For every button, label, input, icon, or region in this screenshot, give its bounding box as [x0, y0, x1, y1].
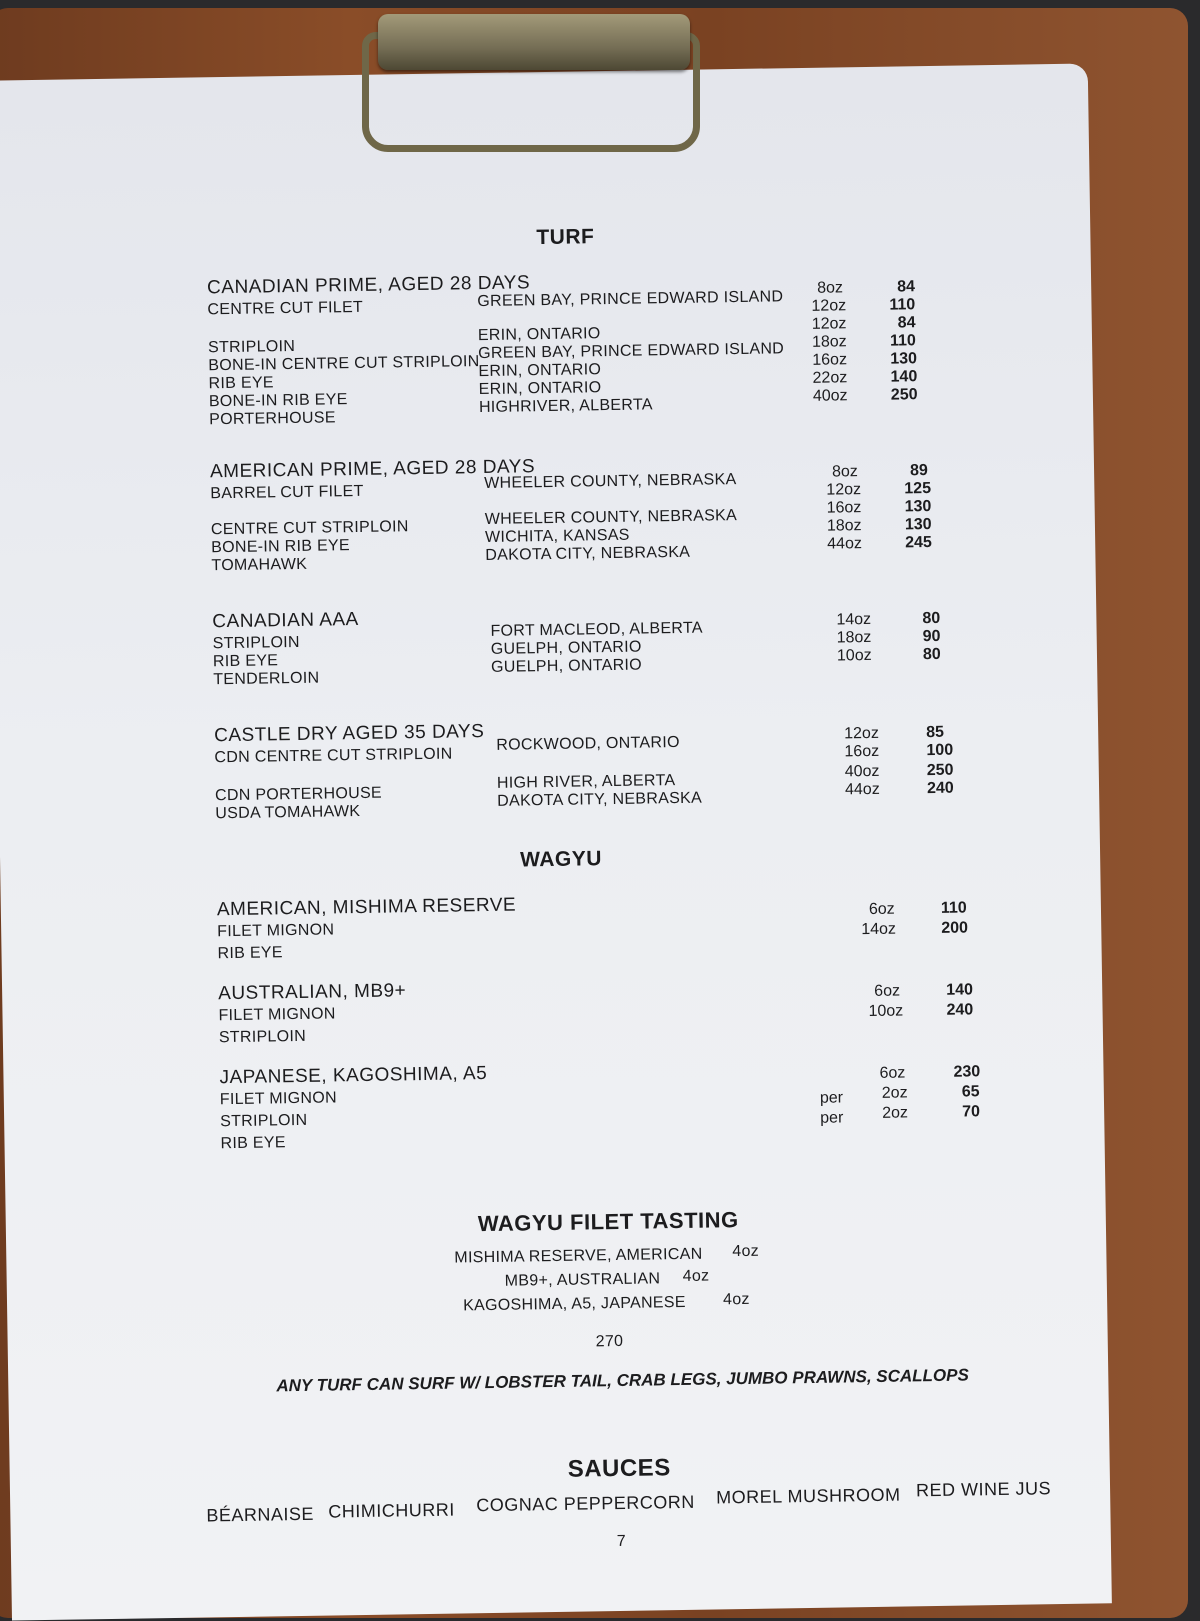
item-size: 18oz: [836, 628, 872, 647]
item-price: 90: [922, 627, 941, 646]
menu-item: BARREL CUT FILET: [210, 482, 364, 503]
item-price: 80: [922, 645, 941, 664]
item-size: 18oz: [826, 517, 862, 535]
item-price: 80: [922, 609, 941, 628]
item-size: 6oz: [868, 900, 895, 918]
item-origin: GREEN BAY, PRINCE EDWARD ISLAND: [477, 288, 784, 311]
menu-item: FILET MIGNON: [217, 921, 335, 941]
item-size: 22oz: [812, 369, 848, 387]
item-size: 2oz: [881, 1084, 908, 1102]
menu-item: FILET MIGNON: [219, 1089, 338, 1109]
item-size: 14oz: [861, 920, 897, 939]
item-origin: WHEELER COUNTY, NEBRASKA: [484, 471, 737, 492]
item-price: 84: [897, 314, 916, 332]
item-price: 250: [890, 386, 918, 404]
item-size: 6oz: [874, 982, 901, 1000]
item-price: 130: [890, 350, 918, 368]
menu-item: BONE-IN RIB EYE: [211, 537, 351, 557]
tasting-size: 4oz: [682, 1267, 710, 1285]
menu-page: [0, 63, 1112, 1620]
item-size: 16oz: [844, 742, 880, 761]
menu-item: CENTRE CUT STRIPLOIN: [210, 518, 409, 539]
menu-item: BONE-IN RIB EYE: [208, 391, 348, 411]
item-price: 85: [926, 723, 945, 742]
sauce-item: MOREL MUSHROOM: [716, 1484, 901, 1508]
item-origin: WICHITA, KANSAS: [484, 526, 630, 546]
menu-item: PORTERHOUSE: [209, 409, 336, 429]
item-size: 14oz: [836, 610, 872, 629]
sauce-item: BÉARNAISE: [206, 1503, 315, 1526]
item-price: 245: [905, 533, 933, 552]
item-origin: WHEELER COUNTY, NEBRASKA: [484, 507, 738, 528]
item-origin: ROCKWOOD, ONTARIO: [496, 733, 680, 754]
item-size: 6oz: [879, 1064, 906, 1082]
sauce-item: CHIMICHURRI: [328, 1499, 455, 1522]
item-price: 110: [889, 332, 916, 350]
item-size: 2oz: [882, 1104, 909, 1122]
sauces-title: SAUCES: [567, 1454, 671, 1483]
item-size: 18oz: [811, 333, 847, 351]
menu-item: RIB EYE: [220, 1134, 286, 1153]
menu-item: STRIPLOIN: [218, 1027, 307, 1047]
menu-item: BONE-IN CENTRE CUT STRIPLOIN: [208, 353, 480, 375]
item-size: 44oz: [827, 535, 863, 553]
item-price: 130: [904, 515, 932, 534]
sauce-item: COGNAC PEPPERCORN: [476, 1491, 695, 1516]
item-price: 100: [926, 741, 954, 760]
item-price: 240: [926, 779, 954, 798]
item-price: 140: [890, 368, 918, 386]
item-origin: DAKOTA CITY, NEBRASKA: [497, 789, 703, 810]
menu-item: FILET MIGNON: [218, 1005, 336, 1025]
item-price: 230: [953, 1063, 981, 1081]
tasting-line: MB9+, AUSTRALIAN: [504, 1270, 661, 1290]
item-origin: GREEN BAY, PRINCE EDWARD ISLAND: [478, 340, 785, 363]
menu-item: TOMAHAWK: [211, 555, 308, 575]
per-label: per: [820, 1109, 844, 1127]
item-origin: HIGHRIVER, ALBERTA: [478, 396, 653, 417]
item-origin: FORT MACLEOD, ALBERTA: [490, 619, 703, 640]
tasting-size: 4oz: [722, 1290, 750, 1309]
item-size: 10oz: [868, 1002, 904, 1021]
section-heading: CASTLE DRY AGED 35 DAYS: [213, 721, 485, 747]
item-origin: ERIN, ONTARIO: [478, 361, 602, 381]
surf-note: ANY TURF CAN SURF W/ LOBSTER TAIL, CRAB LEGS, JUMBO PRAWNS, SCALLOPS: [276, 1365, 970, 1396]
item-size: 16oz: [826, 499, 862, 517]
item-size: 12oz: [844, 724, 880, 743]
item-price: 84: [897, 278, 916, 296]
item-size: 40oz: [844, 762, 880, 781]
menu-item: TENDERLOIN: [213, 669, 320, 689]
item-size: 12oz: [811, 315, 847, 333]
item-price: 125: [904, 479, 932, 498]
sauce-item: RED WINE JUS: [915, 1478, 1052, 1501]
wagyu-title: WAGYU: [519, 847, 603, 872]
item-size: 12oz: [826, 481, 862, 499]
section-heading: AUSTRALIAN, MB9+: [218, 980, 407, 1005]
tasting-title: WAGYU FILET TASTING: [477, 1207, 739, 1237]
per-label: per: [819, 1089, 844, 1107]
tasting-size: 4oz: [732, 1242, 760, 1261]
menu-item: STRIPLOIN: [212, 633, 300, 653]
tasting-line: MISHIMA RESERVE, AMERICAN: [454, 1245, 703, 1267]
tasting-line: KAGOSHIMA, A5, JAPANESE: [462, 1293, 686, 1315]
item-size: 40oz: [812, 387, 848, 405]
section-heading: JAPANESE, KAGOSHIMA, A5: [219, 1063, 488, 1089]
section-heading: AMERICAN, MISHIMA RESERVE: [216, 894, 517, 921]
item-price: 200: [941, 919, 969, 937]
item-origin: DAKOTA CITY, NEBRASKA: [485, 543, 691, 564]
tasting-price: 270: [595, 1332, 624, 1351]
item-price: 240: [946, 1001, 974, 1019]
item-size: 8oz: [831, 463, 858, 481]
item-price: 65: [961, 1083, 980, 1101]
item-size: 8oz: [817, 279, 844, 297]
item-size: 16oz: [812, 351, 848, 369]
item-price: 89: [909, 462, 928, 480]
section-heading: AMERICAN PRIME, AGED 28 DAYS: [209, 456, 536, 483]
item-price: 110: [940, 899, 967, 917]
section-heading: CANADIAN AAA: [212, 608, 359, 633]
turf-title: TURF: [536, 225, 595, 250]
item-size: 10oz: [836, 646, 872, 665]
clipboard-clip: [378, 14, 690, 70]
menu-item: CENTRE CUT FILET: [207, 298, 364, 319]
item-price: 140: [946, 981, 974, 999]
item-price: 110: [889, 296, 916, 314]
menu-item: USDA TOMAHAWK: [215, 802, 361, 823]
item-price: 130: [904, 497, 932, 516]
item-origin: ERIN, ONTARIO: [477, 325, 601, 345]
menu-item: STRIPLOIN: [207, 337, 296, 357]
menu-item: RIB EYE: [212, 652, 279, 671]
item-origin: GUELPH, ONTARIO: [490, 656, 643, 676]
menu-item: CDN CENTRE CUT STRIPLOIN: [214, 745, 453, 767]
item-origin: HIGH RIVER, ALBERTA: [496, 772, 676, 792]
item-origin: ERIN, ONTARIO: [478, 379, 602, 399]
menu-item: RIB EYE: [217, 944, 283, 963]
menu-item: RIB EYE: [208, 374, 274, 393]
item-price: 70: [962, 1103, 981, 1121]
item-origin: GUELPH, ONTARIO: [490, 638, 642, 658]
item-size: 44oz: [844, 780, 880, 799]
menu-item: STRIPLOIN: [220, 1111, 308, 1131]
section-heading: CANADIAN PRIME, AGED 28 DAYS: [206, 272, 531, 299]
item-size: 12oz: [811, 297, 847, 315]
menu-item: CDN PORTERHOUSE: [214, 784, 383, 805]
item-price: 250: [926, 761, 954, 780]
page-number: 7: [616, 1532, 627, 1551]
